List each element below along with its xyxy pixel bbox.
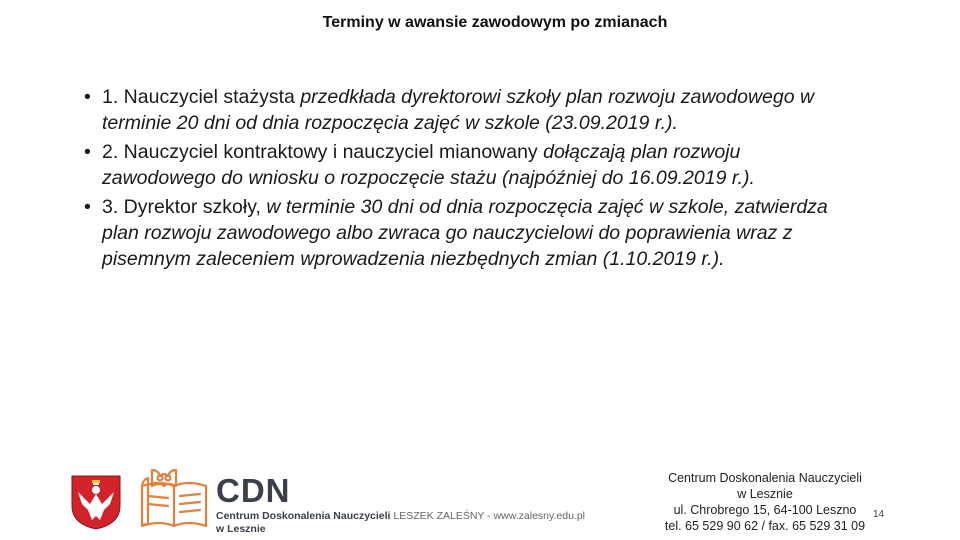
bullet-item-3	[84, 194, 844, 272]
wielkopolska-crest-icon	[70, 474, 122, 530]
bullet-list	[84, 84, 844, 275]
cdn-logo-subtitle	[216, 510, 585, 522]
bullet-2-text: 2. Nauczyciel kontraktowy i nauczyciel mianowany	[102, 141, 544, 163]
contact-line-4: tel. 65 529 90 62 / fax. 65 529 31 09	[664, 519, 866, 533]
bullet-1-italic: przedkłada dyrektorowi szkoły plan rozwoju zawodowego w terminie 20 dni od dnia rozpoczęcia zajęć w szkole (23.09.2019 r.).	[102, 86, 815, 134]
cdn-logo-text: CDN	[216, 472, 291, 509]
slide-title: Terminy w awansie zawodowym po zmianach	[322, 14, 668, 31]
bullet-dot: •	[84, 141, 91, 163]
contact-block	[640, 470, 890, 534]
bullet-1-text: 1. Nauczyciel stażysta	[102, 86, 301, 108]
contact-line-1: Centrum Doskonalenia Nauczycieli	[668, 471, 862, 485]
contact-line-3: ul. Chrobrego 15, 64-100 Leszno	[673, 503, 857, 517]
bullet-item-1	[84, 84, 844, 136]
bullet-dot: •	[84, 86, 91, 108]
page-number: 14	[873, 509, 885, 520]
bullet-dot: •	[84, 196, 91, 218]
contact-line-2: w Lesznie	[737, 487, 793, 501]
bullet-3-italic: w terminie 30 dni od dnia rozpoczęcia zajęć w szkole, zatwierdza plan rozwoju zawodowego albo zwraca go nauczycielowi do poprawienia wraz z pisemnym zaleceniem wprowadzenia niezbędnych zmian (1.10.2019 r.).	[102, 196, 828, 270]
footer-logos	[70, 466, 590, 536]
cdn-logo-author: LESZEK ZALEŚNY - www.zalesny.edu.pl	[390, 510, 586, 522]
bullet-item-2	[84, 139, 844, 191]
cdn-logo-city: w Lesznie	[216, 523, 266, 535]
bullet-3-text: 3. Dyrektor szkoły,	[102, 196, 267, 218]
bullet-2-italic: dołączają plan rozwoju zawodowego do wniosku o rozpoczęcie stażu (najpóźniej do 16.09.2019 r.).	[102, 141, 755, 189]
cdn-logo-name: Centrum Doskonalenia Nauczycieli	[216, 510, 391, 522]
